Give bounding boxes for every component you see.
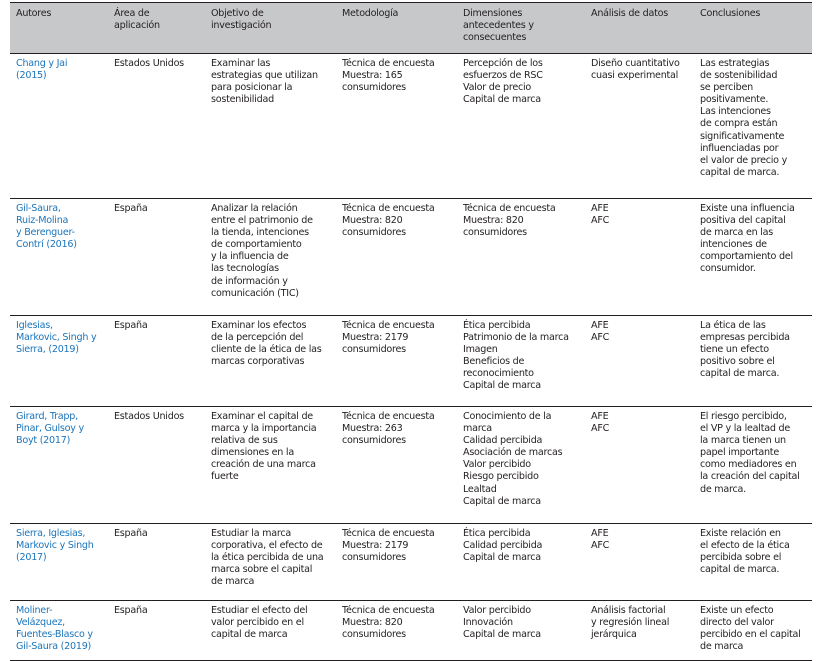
cell-metodologia: Técnica de encuesta Muestra: 165 consumidores xyxy=(342,58,435,94)
cell-autores: Iglesias, Markovic, Singh y Sierra, (2019) xyxy=(16,320,97,356)
cell-metodologia: Técnica de encuesta Muestra: 2179 consumidores xyxy=(342,320,435,356)
header-area: Área de aplicación xyxy=(114,8,160,32)
header-analisis: Análisis de datos xyxy=(591,8,668,19)
cell-autores: Girard, Trapp, Pinar, Gulsoy y Boyt (2017) xyxy=(16,411,84,447)
cell-analisis: Diseño cuantitativo cuasi experimental xyxy=(591,58,680,82)
cell-dimensiones: Percepción de los esfuerzos de RSC Valor de precio Capital de marca xyxy=(463,58,543,106)
header-metodologia: Metodología xyxy=(342,8,399,19)
cell-dimensiones: Ética percibida Patrimonio de la marca Imagen Beneficios de reconocimiento Capital de marca xyxy=(463,320,569,392)
cell-area: España xyxy=(114,320,148,331)
cell-objetivo: Estudiar la marca corporativa, el efecto de la ética percibida de una marca sobre el capital de marca xyxy=(211,528,324,588)
cell-analisis: AFE AFC xyxy=(591,320,610,344)
cell-conclusiones: Existe relación en el efecto de la ética percibida sobre el capital de marca. xyxy=(700,528,790,576)
cell-analisis: AFE AFC xyxy=(591,528,610,552)
cell-metodologia: Técnica de encuesta Muestra: 820 consumidores xyxy=(342,605,435,641)
cell-dimensiones: Ética percibida Calidad percibida Capital de marca xyxy=(463,528,543,564)
cell-autores: Moliner- Velázquez, Fuentes-Blasco y Gil-Saura (2019) xyxy=(16,605,93,653)
cell-autores: Sierra, Iglesias, Markovic y Singh (2017) xyxy=(16,528,94,564)
cell-objetivo: Estudiar el efecto del valor percibido en el capital de marca xyxy=(211,605,308,641)
header-autores: Autores xyxy=(16,8,52,19)
literature-review-table xyxy=(10,2,812,661)
table-row xyxy=(10,53,812,198)
cell-area: España xyxy=(114,203,148,214)
cell-area: España xyxy=(114,528,148,539)
cell-objetivo: Analizar la relación entre el patrimonio de la tienda, intenciones de comportamiento y la influencia de las tecnologías de información y comunicación (TIC) xyxy=(211,203,313,299)
cell-objetivo: Examinar las estrategias que utilizan para posicionar la sostenibilidad xyxy=(211,58,318,106)
cell-analisis: AFE AFC xyxy=(591,411,610,435)
header-objetivo: Objetivo de investigación xyxy=(211,8,272,32)
cell-metodologia: Técnica de encuesta Muestra: 2179 consumidores xyxy=(342,528,435,564)
cell-metodologia: Técnica de encuesta Muestra: 263 consumidores xyxy=(342,411,435,447)
cell-dimensiones: Valor percibido Innovación Capital de marca xyxy=(463,605,541,641)
table-row xyxy=(10,198,812,315)
table-row xyxy=(10,600,812,661)
cell-metodologia: Técnica de encuesta Muestra: 820 consumidores xyxy=(342,203,435,239)
header-dimensiones: Dimensiones antecedentes y consecuentes xyxy=(463,8,534,44)
table-row xyxy=(10,523,812,600)
table-row xyxy=(10,406,812,523)
cell-autores: Chang y Jai (2015) xyxy=(16,58,68,82)
cell-conclusiones: Existe una influencia positiva del capital de marca en las intenciones de comportamiento del consumidor. xyxy=(700,203,795,275)
cell-dimensiones: Conocimiento de la marca Calidad percibida Asociación de marcas Valor percibido Riesgo percibido Lealtad Capital de marca xyxy=(463,411,563,507)
cell-autores: Gil-Saura, Ruiz-Molina y Berenguer- Contrí (2016) xyxy=(16,203,77,251)
table-row xyxy=(10,315,812,406)
cell-objetivo: Examinar el capital de marca y la importancia relativa de sus dimensiones en la creación de una marca fuerte xyxy=(211,411,317,483)
cell-analisis: Análisis factorial y regresión lineal jerárquica xyxy=(591,605,670,641)
cell-conclusiones: La ética de las empresas percibida tiene un efecto positivo sobre el capital de marca. xyxy=(700,320,790,380)
cell-conclusiones: El riesgo percibido, el VP y la lealtad de la marca tienen un papel importante como mediadores en la creación del capital de marca. xyxy=(700,411,800,495)
cell-conclusiones: Las estrategias de sostenibilidad se perciben positivamente. Las intenciones de compra están significativamente influenciadas por el valor de precio y capital de marca. xyxy=(700,58,788,178)
cell-analisis: AFE AFC xyxy=(591,203,610,227)
cell-area: España xyxy=(114,605,148,616)
cell-objetivo: Examinar los efectos de la percepción del cliente de la ética de las marcas corporativas xyxy=(211,320,322,368)
cell-area: Estados Unidos xyxy=(114,58,184,69)
header-conclusiones: Conclusiones xyxy=(700,8,761,19)
table-header-row xyxy=(10,2,812,53)
cell-area: Estados Unidos xyxy=(114,411,184,422)
cell-dimensiones: Técnica de encuesta Muestra: 820 consumidores xyxy=(463,203,556,239)
cell-conclusiones: Existe un efecto directo del valor percibido en el capital de marca xyxy=(700,605,801,653)
